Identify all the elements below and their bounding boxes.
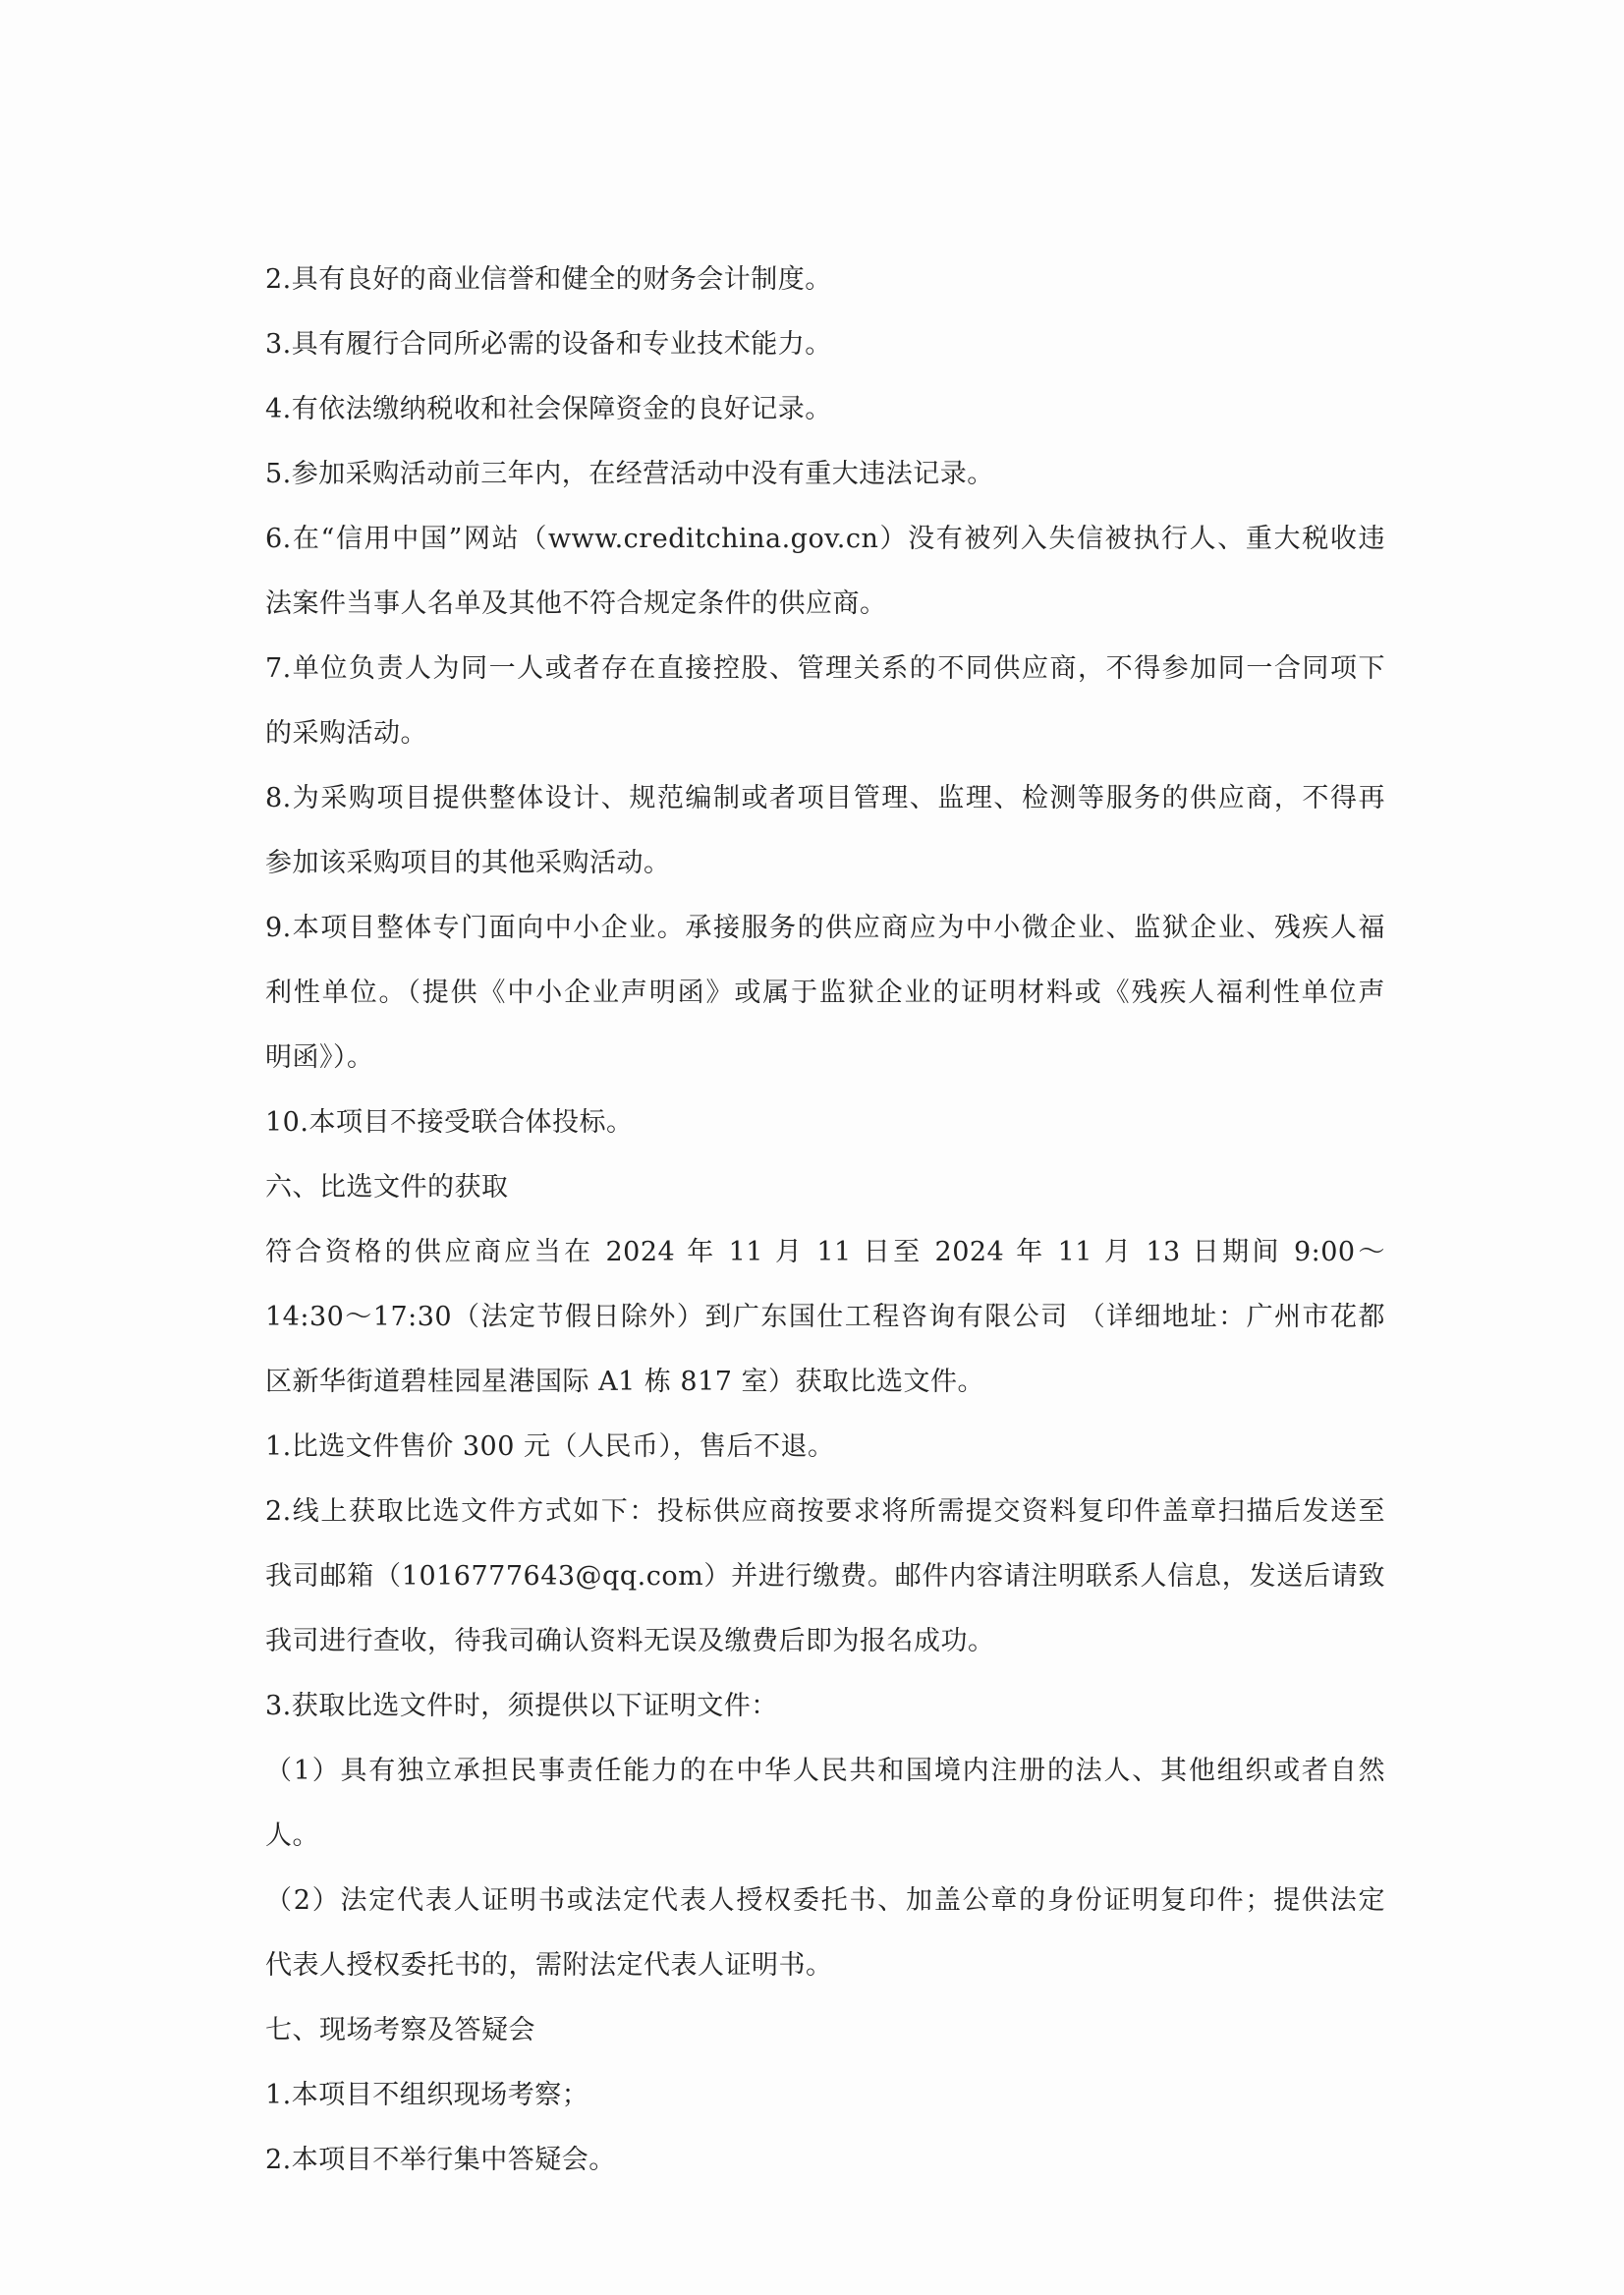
text-line: 7.单位负责人为同一人或者存在直接控股、管理关系的不同供应商，不得参加同一合同项下 xyxy=(265,653,1385,684)
text-line: 我司进行查收，待我司确认资料无误及缴费后即为报名成功。 xyxy=(265,1626,995,1656)
text-line: 明函》）。 xyxy=(265,1042,374,1073)
text-line: 9.本项目整体专门面向中小企业。承接服务的供应商应为中小微企业、监狱企业、残疾人福 xyxy=(265,913,1385,943)
text-line: 10.本项目不接受联合体投标。 xyxy=(265,1107,634,1138)
text-line: 区新华街道碧桂园星港国际 A1 栋 817 室）获取比选文件。 xyxy=(265,1367,985,1397)
text-line: 符合资格的供应商应当在 2024 年 11 月 11 日至 2024 年 11 月 13 日期间 9:00～ xyxy=(265,1237,1385,1267)
text-line: 5.参加采购活动前三年内，在经营活动中没有重大违法记录。 xyxy=(265,459,994,489)
text-line: 4.有依法缴纳税收和社会保障资金的良好记录。 xyxy=(265,394,832,424)
text-line: 代表人授权委托书的，需附法定代表人证明书。 xyxy=(265,1950,833,1981)
text-line: 3.获取比选文件时，须提供以下证明文件： xyxy=(265,1691,778,1721)
text-line: （2）法定代表人证明书或法定代表人授权委托书、加盖公章的身份证明复印件；提供法定 xyxy=(265,1885,1385,1916)
text-line: 参加该采购项目的其他采购活动。 xyxy=(265,848,671,878)
text-line: 人。 xyxy=(265,1820,319,1851)
text-line: 2.本项目不举行集中答疑会。 xyxy=(265,2145,616,2175)
text-line: 七、现场考察及答疑会 xyxy=(265,2015,535,2045)
text-line: 8.为采购项目提供整体设计、规范编制或者项目管理、监理、检测等服务的供应商，不得再 xyxy=(265,783,1385,813)
text-line: 利性单位。（提供《中小企业声明函》或属于监狱企业的证明材料或《残疾人福利性单位声 xyxy=(265,978,1385,1008)
document-body xyxy=(265,248,1385,2193)
text-line: 3.具有履行合同所必需的设备和专业技术能力。 xyxy=(265,329,832,360)
text-line: 我司邮箱（1016777643@qq.com）并进行缴费。邮件内容请注明联系人信息，发送后请致 xyxy=(265,1561,1385,1592)
text-line: 2.具有良好的商业信誉和健全的财务会计制度。 xyxy=(265,264,832,295)
text-line: （1）具有独立承担民事责任能力的在中华人民共和国境内注册的法人、其他组织或者自然 xyxy=(265,1756,1385,1786)
text-line: 1.比选文件售价 300 元（人民币），售后不退。 xyxy=(265,1431,835,1462)
text-line: 2.线上获取比选文件方式如下：投标供应商按要求将所需提交资料复印件盖章扫描后发送至 xyxy=(265,1496,1385,1527)
text-line: 六、比选文件的获取 xyxy=(265,1172,509,1203)
text-line: 14:30～17:30（法定节假日除外）到广东国仕工程咨询有限公司 （详细地址：广州市花都 xyxy=(265,1302,1385,1332)
text-line: 6.在“信用中国”网站（www.creditchina.gov.cn）没有被列入失信被执行人、重大税收违 xyxy=(265,524,1385,554)
text-line: 的采购活动。 xyxy=(265,718,427,749)
text-line: 法案件当事人名单及其他不符合规定条件的供应商。 xyxy=(265,588,887,619)
text-line: 1.本项目不组织现场考察； xyxy=(265,2080,589,2110)
